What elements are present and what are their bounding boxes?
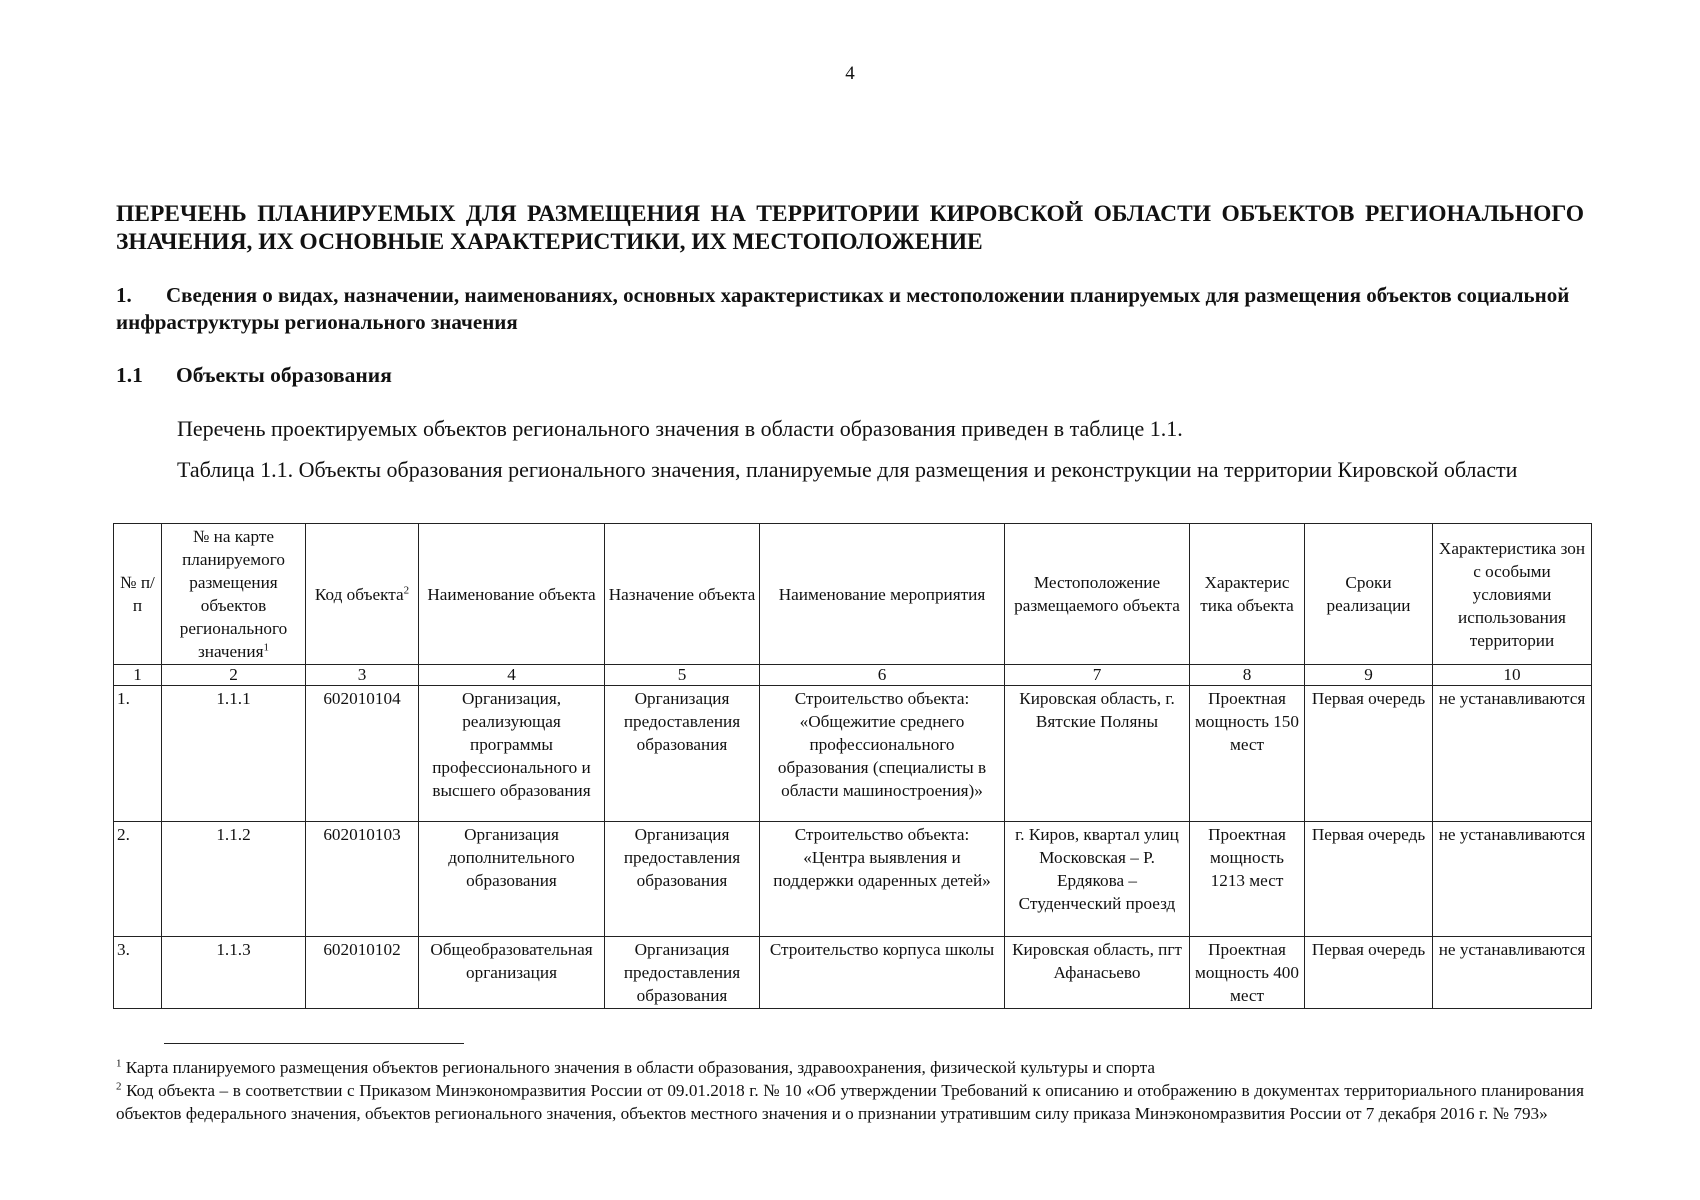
column-number-cell: 8 [1190,665,1305,686]
table-cell: Проектная мощность 150 мест [1190,686,1305,822]
table-caption: Таблица 1.1. Объекты образования регионального значения, планируемые для размещения и реконструкции на территории Кировской области [177,457,1518,482]
footnote-text: Код объекта – в соответствии с Приказом Минэкономразвития России от 09.01.2018 г. № 10 «Об утверждении Требований к описанию и отображению в документах территориального планирования объектов федерального значения, объектов регионального значения, объектов местного значения и о признании утратившим силу приказа Минэкономразвития России от 7 декабря 2016 г. № 793» [116,1081,1584,1123]
table-cell: 1. [114,686,162,822]
header-cell: Назначение объекта [605,524,760,665]
header-cell: Наименование мероприятия [760,524,1005,665]
table-cell: Организация, реализующая программы профессионального и высшего образования [419,686,605,822]
table-cell: Проектная мощность 400 мест [1190,937,1305,1009]
table-row [114,822,1592,937]
table-cell: 3. [114,937,162,1009]
subsection-text: Объекты образования [176,363,392,387]
table-cell: Первая очередь [1305,686,1433,822]
section-number: 1. [116,283,132,307]
column-number-cell: 5 [605,665,760,686]
table-cell: 1.1.2 [162,822,306,937]
table-cell: Организация предоставления образования [605,937,760,1009]
footnote-mark: 2 [116,1080,122,1093]
intro-paragraph: Перечень проектируемых объектов регионального значения в области образования приведен в таблице 1.1. [177,416,1183,441]
footnote [116,1079,1584,1125]
table-cell: не устанавливаются [1433,937,1592,1009]
footnote-separator [164,1043,464,1044]
column-number-cell: 9 [1305,665,1433,686]
document-title: ПЕРЕЧЕНЬ ПЛАНИРУЕМЫХ ДЛЯ РАЗМЕЩЕНИЯ НА ТЕРРИТОРИИ КИРОВСКОЙ ОБЛАСТИ ОБЪЕКТОВ РЕГИОНАЛЬНОГО ЗНАЧЕНИЯ, ИХ ОСНОВНЫЕ ХАРАКТЕРИСТИКИ, ИХ МЕСТОПОЛОЖЕНИЕ [116,201,1584,255]
header-cell: № на карте планируемого размещения объектов регионального значения$^1$ [162,524,306,665]
table-cell: не устанавливаются [1433,822,1592,937]
table-cell: 2. [114,822,162,937]
table-row [114,937,1592,1009]
table-cell: Общеобразовательная организация [419,937,605,1009]
footnote-text: Карта планируемого размещения объектов регионального значения в области образования, здравоохранения, физической культуры и спорта [125,1058,1155,1077]
subsection-heading [116,363,392,388]
header-cell: Сроки реализации [1305,524,1433,665]
table-cell: г. Киров, квартал улиц Московская – Р. Ердякова – Студенческий проезд [1005,822,1190,937]
table-row [114,686,1592,822]
table-cell: Организация предоставления образования [605,822,760,937]
table-cell: Организация дополнительного образования [419,822,605,937]
table-cell: 1.1.3 [162,937,306,1009]
section-text: Сведения о видах, назначении, наименованиях, основных характеристиках и местоположении планируемых для размещения объектов социальной инфраструктуры регионального значения [116,283,1570,334]
header-cell: Характеристика зон с особыми условиями использования территории [1433,524,1592,665]
table-cell: Кировская область, пгт Афанасьево [1005,937,1190,1009]
column-number-cell: 4 [419,665,605,686]
column-number-cell: 7 [1005,665,1190,686]
table-cell: Организация предоставления образования [605,686,760,822]
header-cell: № п/п [114,524,162,665]
table-cell: Строительство объекта: «Центра выявления и поддержки одаренных детей» [760,822,1005,937]
header-cell: Местоположение размещаемого объекта [1005,524,1190,665]
table-cell: Первая очередь [1305,937,1433,1009]
header-cell: Код объекта$^2$ [306,524,419,665]
table-cell: 1.1.1 [162,686,306,822]
column-number-row [114,665,1592,686]
table-cell: 602010102 [306,937,419,1009]
header-cell: Характерис тика объекта [1190,524,1305,665]
table-cell: 602010103 [306,822,419,937]
page-number: 4 [845,63,855,84]
column-number-cell: 2 [162,665,306,686]
footnote [116,1056,1584,1079]
table-cell: Строительство объекта: «Общежитие среднего профессионального образования (специалисты в области машиностроения)» [760,686,1005,822]
header-cell: Наименование объекта [419,524,605,665]
table-cell: Проектная мощность 1213 мест [1190,822,1305,937]
table-header-row [114,524,1592,665]
footnote-mark: 1 [116,1057,122,1070]
column-number-cell: 10 [1433,665,1592,686]
column-number-cell: 3 [306,665,419,686]
table-cell: Первая очередь [1305,822,1433,937]
table-cell: не устанавливаются [1433,686,1592,822]
table-cell: Строительство корпуса школы [760,937,1005,1009]
column-number-cell: 6 [760,665,1005,686]
table-cell: Кировская область, г. Вятские Поляны [1005,686,1190,822]
table-cell: 602010104 [306,686,419,822]
education-objects-table [113,523,1592,1009]
column-number-cell: 1 [114,665,162,686]
subsection-number: 1.1 [116,363,143,387]
section-heading [116,282,1584,336]
